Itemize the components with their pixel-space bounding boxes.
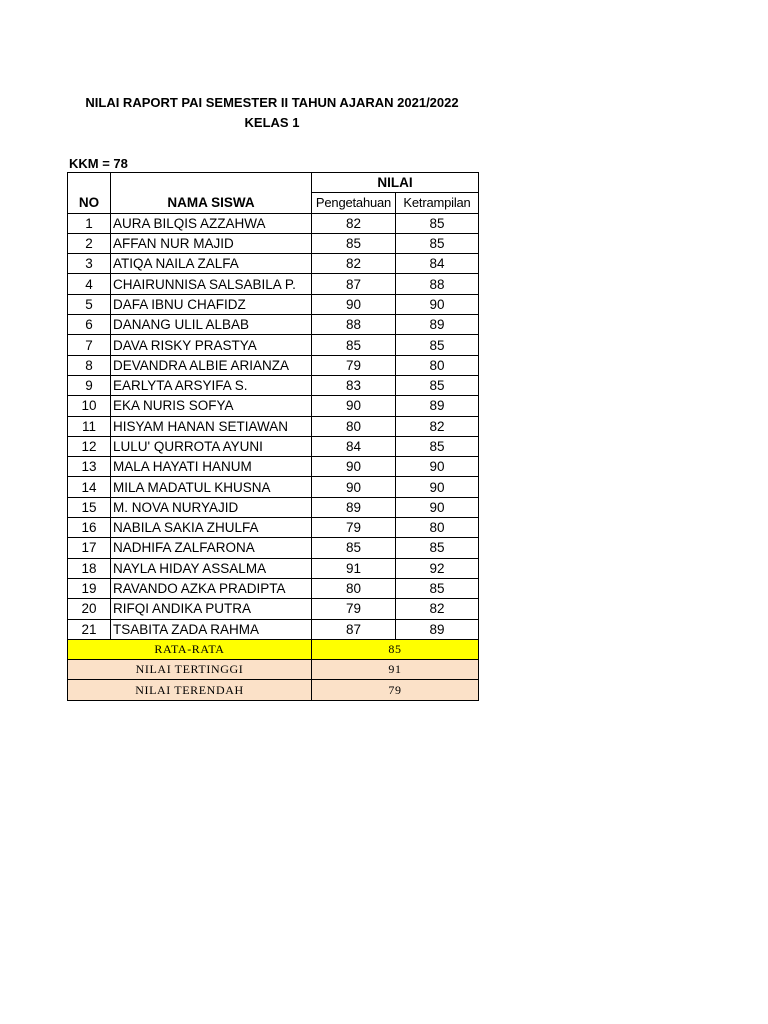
ketrampilan-score: 85 xyxy=(396,578,479,598)
header-ketrampilan: Ketrampilan xyxy=(396,193,479,213)
header-nama-siswa: NAMA SISWA xyxy=(111,193,312,213)
highest-row xyxy=(68,660,479,680)
ketrampilan-score: 85 xyxy=(396,335,479,355)
row-number: 1 xyxy=(68,213,111,233)
table-row xyxy=(68,396,479,416)
ketrampilan-score: 90 xyxy=(396,294,479,314)
pengetahuan-score: 87 xyxy=(312,274,396,294)
lowest-value: 79 xyxy=(312,680,479,700)
header-name-top-cell xyxy=(111,173,312,193)
row-number: 18 xyxy=(68,558,111,578)
table-row xyxy=(68,335,479,355)
ketrampilan-score: 88 xyxy=(396,274,479,294)
document-title: NILAI RAPORT PAI SEMESTER II TAHUN AJARAN 2021/2022 xyxy=(85,95,459,110)
student-name: HISYAM HANAN SETIAWAN xyxy=(111,416,312,436)
table-row xyxy=(68,254,479,274)
pengetahuan-score: 84 xyxy=(312,436,396,456)
student-name: EARLYTA ARSYIFA S. xyxy=(111,375,312,395)
student-name: RAVANDO AZKA PRADIPTA xyxy=(111,578,312,598)
pengetahuan-score: 90 xyxy=(312,477,396,497)
row-number: 15 xyxy=(68,497,111,517)
pengetahuan-score: 90 xyxy=(312,294,396,314)
ketrampilan-score: 82 xyxy=(396,599,479,619)
highest-value: 91 xyxy=(312,660,479,680)
student-name: DANANG ULIL ALBAB xyxy=(111,315,312,335)
student-name: TSABITA ZADA RAHMA xyxy=(111,619,312,639)
row-number: 13 xyxy=(68,457,111,477)
student-name: EKA NURIS SOFYA xyxy=(111,396,312,416)
student-name: NAYLA HIDAY ASSALMA xyxy=(111,558,312,578)
pengetahuan-score: 90 xyxy=(312,396,396,416)
student-name: M. NOVA NURYAJID xyxy=(111,497,312,517)
row-number: 19 xyxy=(68,578,111,598)
pengetahuan-score: 82 xyxy=(312,213,396,233)
ketrampilan-score: 89 xyxy=(396,396,479,416)
student-name: LULU' QURROTA AYUNI xyxy=(111,436,312,456)
student-name: NABILA SAKIA ZHULFA xyxy=(111,518,312,538)
header-nilai: NILAI xyxy=(312,173,479,193)
pengetahuan-score: 83 xyxy=(312,375,396,395)
ketrampilan-score: 85 xyxy=(396,233,479,253)
table-row xyxy=(68,477,479,497)
ketrampilan-score: 90 xyxy=(396,497,479,517)
class-subtitle: KELAS 1 xyxy=(244,115,300,130)
ketrampilan-score: 82 xyxy=(396,416,479,436)
lowest-label: NILAI TERENDAH xyxy=(68,680,312,700)
ketrampilan-score: 84 xyxy=(396,254,479,274)
header-no: NO xyxy=(68,193,111,213)
table-row xyxy=(68,599,479,619)
student-name: MALA HAYATI HANUM xyxy=(111,457,312,477)
table-row xyxy=(68,436,479,456)
ketrampilan-score: 90 xyxy=(396,457,479,477)
table-row xyxy=(68,518,479,538)
grades-table xyxy=(67,172,479,701)
table-row xyxy=(68,457,479,477)
pengetahuan-score: 85 xyxy=(312,233,396,253)
pengetahuan-score: 87 xyxy=(312,619,396,639)
table-row xyxy=(68,558,479,578)
table-row xyxy=(68,315,479,335)
student-name: AFFAN NUR MAJID xyxy=(111,233,312,253)
lowest-row xyxy=(68,680,479,700)
row-number: 9 xyxy=(68,375,111,395)
table-row xyxy=(68,497,479,517)
pengetahuan-score: 90 xyxy=(312,457,396,477)
student-name: MILA MADATUL KHUSNA xyxy=(111,477,312,497)
row-number: 2 xyxy=(68,233,111,253)
ketrampilan-score: 89 xyxy=(396,619,479,639)
ketrampilan-score: 85 xyxy=(396,213,479,233)
ketrampilan-score: 80 xyxy=(396,518,479,538)
pengetahuan-score: 88 xyxy=(312,315,396,335)
average-row xyxy=(68,639,479,659)
row-number: 14 xyxy=(68,477,111,497)
pengetahuan-score: 82 xyxy=(312,254,396,274)
row-number: 21 xyxy=(68,619,111,639)
header-row-top xyxy=(68,173,479,193)
row-number: 4 xyxy=(68,274,111,294)
table-row xyxy=(68,416,479,436)
table-row xyxy=(68,213,479,233)
row-number: 10 xyxy=(68,396,111,416)
table-row xyxy=(68,619,479,639)
header-row xyxy=(68,193,479,213)
ketrampilan-score: 85 xyxy=(396,538,479,558)
student-name: DAVA RISKY PRASTYA xyxy=(111,335,312,355)
student-name: AURA BILQIS AZZAHWA xyxy=(111,213,312,233)
table-row xyxy=(68,538,479,558)
average-value: 85 xyxy=(312,639,479,659)
ketrampilan-score: 89 xyxy=(396,315,479,335)
grades-table-body xyxy=(68,173,479,701)
row-number: 8 xyxy=(68,355,111,375)
student-name: ATIQA NAILA ZALFA xyxy=(111,254,312,274)
row-number: 12 xyxy=(68,436,111,456)
student-name: DEVANDRA ALBIE ARIANZA xyxy=(111,355,312,375)
row-number: 3 xyxy=(68,254,111,274)
row-number: 11 xyxy=(68,416,111,436)
pengetahuan-score: 91 xyxy=(312,558,396,578)
pengetahuan-score: 85 xyxy=(312,538,396,558)
average-label: RATA-RATA xyxy=(68,639,312,659)
table-row xyxy=(68,294,479,314)
pengetahuan-score: 80 xyxy=(312,416,396,436)
row-number: 5 xyxy=(68,294,111,314)
table-row xyxy=(68,355,479,375)
row-number: 7 xyxy=(68,335,111,355)
row-number: 6 xyxy=(68,315,111,335)
pengetahuan-score: 80 xyxy=(312,578,396,598)
ketrampilan-score: 85 xyxy=(396,375,479,395)
table-row xyxy=(68,233,479,253)
table-row xyxy=(68,578,479,598)
ketrampilan-score: 80 xyxy=(396,355,479,375)
row-number: 20 xyxy=(68,599,111,619)
ketrampilan-score: 90 xyxy=(396,477,479,497)
ketrampilan-score: 85 xyxy=(396,436,479,456)
highest-label: NILAI TERTINGGI xyxy=(68,660,312,680)
student-name: RIFQI ANDIKA PUTRA xyxy=(111,599,312,619)
row-number: 17 xyxy=(68,538,111,558)
student-name: NADHIFA ZALFARONA xyxy=(111,538,312,558)
pengetahuan-score: 79 xyxy=(312,599,396,619)
header-no-top-cell xyxy=(68,173,111,193)
table-row xyxy=(68,274,479,294)
kkm-label: KKM = 78 xyxy=(69,156,128,171)
header-pengetahuan: Pengetahuan xyxy=(312,193,396,213)
student-name: CHAIRUNNISA SALSABILA P. xyxy=(111,274,312,294)
pengetahuan-score: 89 xyxy=(312,497,396,517)
pengetahuan-score: 79 xyxy=(312,518,396,538)
row-number: 16 xyxy=(68,518,111,538)
table-row xyxy=(68,375,479,395)
pengetahuan-score: 85 xyxy=(312,335,396,355)
ketrampilan-score: 92 xyxy=(396,558,479,578)
student-name: DAFA IBNU CHAFIDZ xyxy=(111,294,312,314)
pengetahuan-score: 79 xyxy=(312,355,396,375)
